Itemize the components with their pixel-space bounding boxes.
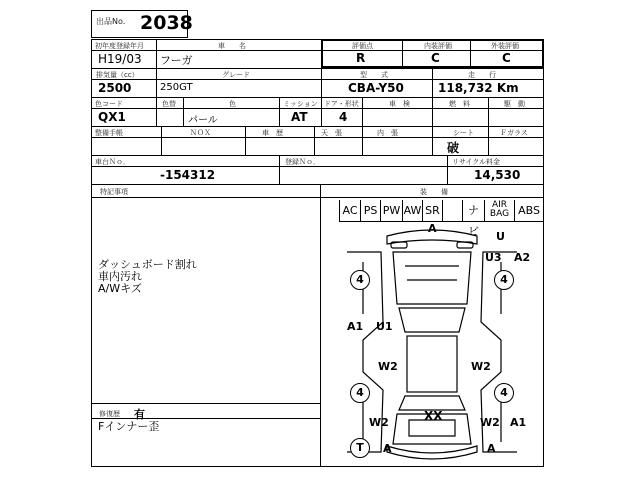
damage-rear-right: A (487, 442, 496, 455)
equipment-item: ナビ (462, 200, 484, 221)
damage-a2: A2 (514, 251, 531, 264)
equipment-item: AW (402, 200, 422, 221)
damage-xx: XX (424, 409, 443, 423)
value-seat: 破 (447, 141, 460, 155)
label-car-name: 車 名 (218, 42, 246, 50)
value-recycle: 14,530 (474, 168, 521, 182)
damage-u: U (496, 230, 505, 243)
spare-tire: T (350, 438, 370, 458)
value-mission: AT (291, 110, 308, 124)
damage-rear-left: A (383, 442, 392, 455)
value-displacement: 2500 (98, 81, 132, 95)
label-history: 車 歴 (262, 129, 283, 137)
remark-line: A/Wキズ (98, 282, 142, 295)
label-repair-history: 修復歴 (99, 410, 120, 418)
damage-front-bumper: A (428, 222, 437, 235)
label-interior-trim: 内 張 (377, 129, 398, 137)
damage-w2-right-door: W2 (471, 360, 491, 373)
equipment-item: PW (380, 200, 402, 221)
remark-line: ダッシュボード割れ (98, 258, 197, 271)
damage-w2-right-rear: W2 (480, 416, 500, 429)
value-interior: C (431, 51, 440, 65)
damage-w2-left-rear: W2 (369, 416, 389, 429)
equipment-item: ABS (514, 200, 543, 221)
label-color-code: 色コード (95, 100, 123, 108)
value-model: CBA-Y50 (348, 81, 404, 95)
label-seat: シート (453, 129, 474, 137)
value-exterior: C (502, 51, 511, 65)
value-color: パール (188, 115, 218, 126)
tire-front-right: 4 (494, 270, 514, 290)
label-reg-no: 登録Ｎｏ． (285, 158, 320, 166)
label-fuel: 燃 料 (449, 100, 470, 108)
label-drive: 駆 動 (504, 100, 525, 108)
label-recycle: リサイクル料金 (452, 158, 501, 166)
label-equipment: 装 備 (420, 188, 448, 196)
value-color-code: QX1 (98, 110, 126, 124)
damage-a1-right: A1 (510, 416, 527, 429)
value-car-name: フーガ (160, 54, 193, 67)
equipment-item: AIR BAG (484, 200, 514, 221)
equipment-item: SR (422, 200, 442, 221)
tire-front-left: 4 (350, 270, 370, 290)
damage-u3: U3 (485, 251, 502, 264)
label-grade: グレード (222, 71, 250, 79)
label-model: 型 式 (360, 71, 388, 79)
damage-a1-left: A1 (347, 320, 364, 333)
label-grade-score: 評価点 (352, 42, 373, 50)
remark-line: 車内汚れ (98, 270, 142, 283)
value-mileage: 118,732 Km (438, 81, 519, 95)
label-f-glass: Ｆガラス (500, 129, 528, 137)
label-sunroof: 天 張 (321, 129, 342, 137)
label-door-shape: ドア・形状 (324, 100, 359, 108)
label-vehicle-inspection: 車 検 (389, 100, 410, 108)
label-color: 色 (229, 100, 236, 108)
label-interior: 内装評価 (424, 42, 452, 50)
repair-note: Fインナー歪 (98, 420, 160, 433)
equipment-item: AC (339, 200, 360, 221)
remarks-list (98, 259, 197, 295)
label-mileage: 走 行 (468, 71, 496, 79)
equipment-item (442, 200, 462, 221)
label-displacement: 排気量（cc） (96, 71, 139, 79)
damage-w2-left-door: W2 (378, 360, 398, 373)
label-first-reg: 初年度登録年月 (95, 42, 144, 50)
value-first-reg: H19/03 (98, 52, 142, 66)
label-exterior: 外装評価 (491, 42, 519, 50)
tire-rear-left: 4 (350, 383, 370, 403)
car-diagram (321, 222, 543, 466)
label-manual: 整備手帳 (95, 129, 123, 137)
value-grade-score: R (356, 51, 366, 65)
value-door: 4 (339, 110, 348, 124)
damage-u1: U1 (376, 320, 393, 333)
lot-number: 2038 (140, 12, 193, 34)
label-color-type: 色替 (162, 100, 176, 108)
label-nox: ＮＯＸ (190, 129, 211, 137)
value-grade: 250GT (160, 82, 193, 93)
label-mission: ミッション (283, 100, 318, 108)
equipment-row (339, 200, 543, 238)
value-chassis: -154312 (160, 168, 216, 182)
value-repair-history: 有 (134, 408, 145, 421)
label-remarks: 特記事項 (100, 188, 128, 196)
label-chassis: 車台Ｎｏ． (95, 158, 130, 166)
equipment-item: PS (360, 200, 380, 221)
tire-rear-right: 4 (494, 383, 514, 403)
lot-label: 出品No． (96, 17, 131, 26)
